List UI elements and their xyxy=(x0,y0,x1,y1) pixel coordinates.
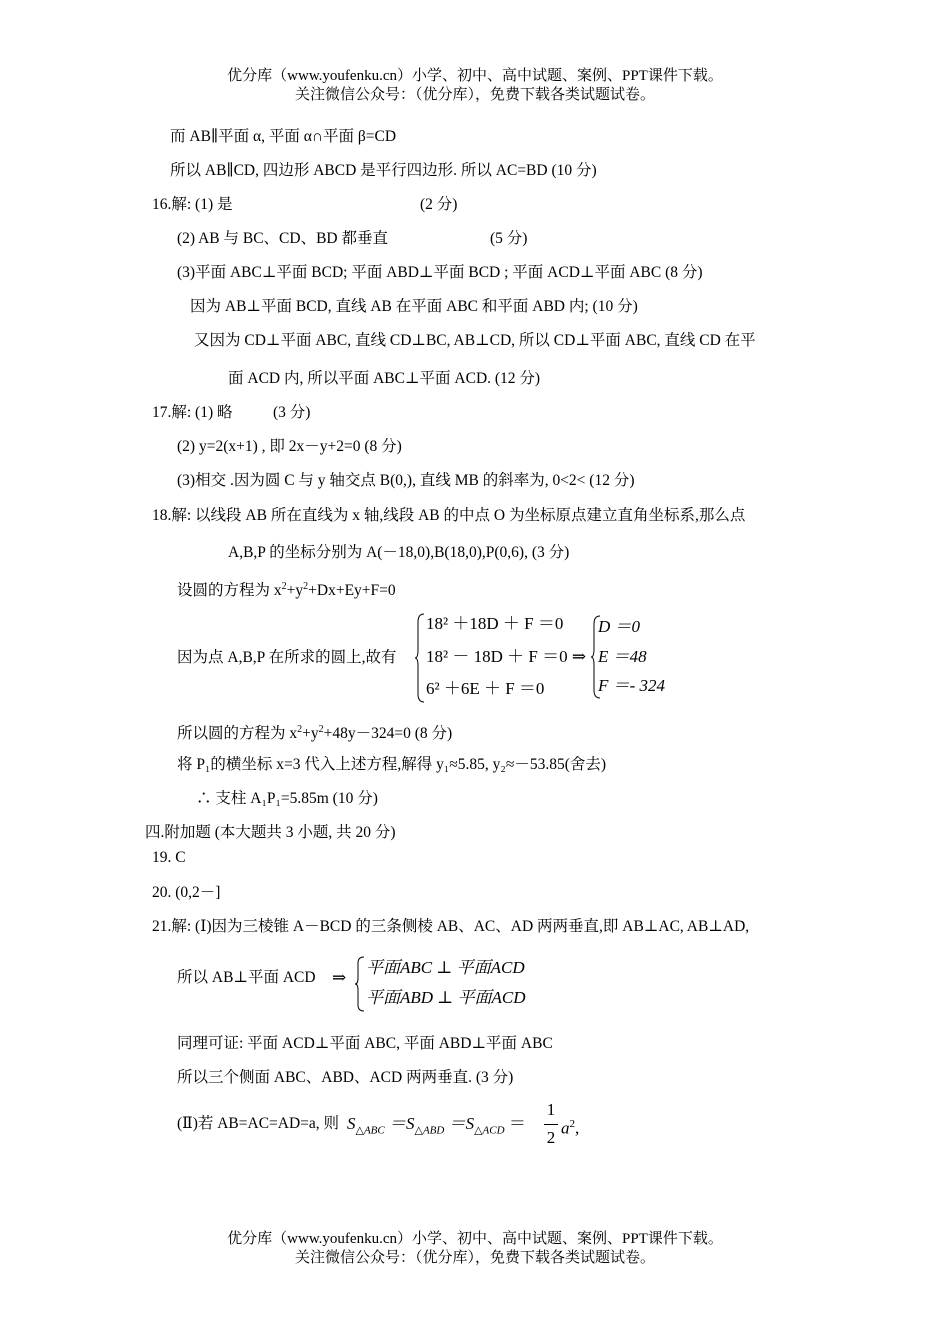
text-line: 因为 AB⊥平面 BCD, 直线 AB 在平面 ABC 和平面 ABD 内; (10 分) xyxy=(190,298,638,315)
problem-21-heading: 21.解: (Ⅰ)因为三棱锥 A－BCD 的三条侧棱 AB、AC、AD 两两垂直,即 AB⊥AC, AB⊥AD, xyxy=(152,918,750,935)
text-line: 将 P₁的横坐标 x=3 代入上述方程,解得 y₁≈5.85, y₂≈－53.85(舍去) xyxy=(177,756,607,773)
text-line: 所以三个侧面 ABC、ABD、ACD 两两垂直. (3 分) xyxy=(177,1069,514,1086)
formula-tail xyxy=(561,1114,579,1139)
footer-line-2: 关注微信公众号：（优分库），免费下载各类试题试卷。 xyxy=(294,1250,655,1266)
text-fragment: +Dx+Ey+F=0 xyxy=(308,582,396,600)
score-label: (2 分) xyxy=(420,196,458,213)
formula-equals: ＝ xyxy=(508,1114,526,1133)
left-brace xyxy=(354,955,366,1013)
problem-18-heading: 18.解: 以线段 AB 所在直线为 x 轴,线段 AB 的中点 O 为坐标原点建立直角坐标系,那么点 xyxy=(152,507,746,524)
superscript: 2 xyxy=(281,581,287,592)
text-line: 又因为 CD⊥平面 ABC, 直线 CD⊥BC, AB⊥CD, 所以 CD⊥平面 ABC, 直线 CD 在平 xyxy=(194,332,756,349)
formula-symbol: ＝S xyxy=(448,1114,475,1133)
formula-symbol: S xyxy=(347,1114,356,1133)
text-line: (3)相交 .因为圆 C 与 y 轴交点 B(0,), 直线 MB 的斜率为, 0<2< (12 分) xyxy=(177,472,635,489)
text-fragment: +48y－324=0 (8 分) xyxy=(323,725,453,743)
formula-subscript: △ACD xyxy=(474,1124,505,1137)
equation-row: 平面ABC ⊥ 平面ACD xyxy=(366,958,525,977)
implies-arrow: ⇒ xyxy=(332,968,347,987)
text-line: (Ⅱ)若 AB=AC=AD=a, 则 xyxy=(177,1115,340,1132)
equation-row: F ＝- 324 xyxy=(598,676,666,695)
equation-row: 6² ＋6E ＋ F ＝0 xyxy=(426,679,545,698)
text-line xyxy=(177,577,396,601)
equation-row: D ＝0 xyxy=(598,617,641,636)
text-line: 面 ACD 内, 所以平面 ABC⊥平面 ACD. (12 分) xyxy=(228,370,541,387)
superscript: 2 xyxy=(318,724,324,735)
text-line: 同理可证: 平面 ACD⊥平面 ABC, 平面 ABD⊥平面 ABC xyxy=(177,1035,553,1052)
formula-symbol: ＝S xyxy=(389,1114,415,1133)
footer-line-1: 优分库（www.youfenku.cn）小学、初中、高中试题、案例、PPT课件下载。 xyxy=(227,1231,723,1247)
score-label: (5 分) xyxy=(490,230,528,247)
text-line: 所以 AB∥CD, 四边形 ABCD 是平行四边形. 所以 AC=BD (10 分) xyxy=(170,162,597,179)
problem-19-answer: 19. C xyxy=(152,849,186,866)
text-line: (3)平面 ABC⊥平面 BCD; 平面 ABD⊥平面 BCD ; 平面 ACD⊥平面 ABC (8 分) xyxy=(177,264,703,281)
header-line-2: 关注微信公众号：（优分库），免费下载各类试题试卷。 xyxy=(294,87,655,103)
text-fragment: 设圆的方程为 x xyxy=(177,582,282,600)
area-formula xyxy=(347,1114,526,1140)
score-label: (3 分) xyxy=(273,404,311,421)
text-fragment: 所以圆的方程为 x xyxy=(177,725,298,743)
text-line: (2) y=2(x+1) , 即 2x－y+2=0 (8 分) xyxy=(177,438,402,455)
left-brace xyxy=(414,612,426,704)
equation-row: 平面ABD ⊥ 平面ACD xyxy=(366,988,526,1007)
header-line-1: 优分库（www.youfenku.cn）小学、初中、高中试题、案例、PPT课件下载。 xyxy=(227,68,723,84)
fraction-numerator: 1 xyxy=(546,1100,556,1119)
text-line: (2) AB 与 BC、CD、BD 都垂直 xyxy=(177,230,388,247)
superscript: 2 xyxy=(569,1118,575,1130)
text-line: 而 AB∥平面 α, 平面 α∩平面 β=CD xyxy=(170,128,397,145)
text-line: 所以 AB⊥平面 ACD xyxy=(177,969,316,986)
equation-row: 18² － 18D ＋ F ＝0 ⇒ xyxy=(426,647,587,666)
text-fragment: +y xyxy=(302,725,319,743)
problem-20-answer: 20. (0,2－] xyxy=(152,884,221,901)
section-heading: 四.附加题 (本大题共 3 小题, 共 20 分) xyxy=(145,824,396,841)
equation-row: 18² ＋18D ＋ F ＝0 xyxy=(426,614,564,633)
problem-16-heading: 16.解: (1) 是 xyxy=(152,196,233,213)
superscript: 2 xyxy=(303,581,309,592)
text-line: 因为点 A,B,P 在所求的圆上,故有 xyxy=(177,649,397,666)
formula-symbol: a xyxy=(561,1118,570,1138)
text-line xyxy=(177,720,452,744)
problem-17-heading: 17.解: (1) 略 xyxy=(152,404,233,421)
formula-subscript: △ABD xyxy=(414,1124,445,1137)
superscript: 2 xyxy=(297,724,303,735)
formula-subscript: △ABC xyxy=(355,1124,385,1137)
fraction-denominator: 2 xyxy=(546,1128,556,1147)
equation-row: E ＝48 xyxy=(598,647,647,666)
formula-comma: , xyxy=(575,1118,580,1138)
fraction-bar xyxy=(544,1124,558,1125)
text-line: ∴ 支柱 A₁P₁=5.85m (10 分) xyxy=(196,790,378,807)
text-line: A,B,P 的坐标分别为 A(－18,0),B(18,0),P(0,6), (3 分) xyxy=(228,544,570,561)
text-fragment: +y xyxy=(286,582,304,600)
